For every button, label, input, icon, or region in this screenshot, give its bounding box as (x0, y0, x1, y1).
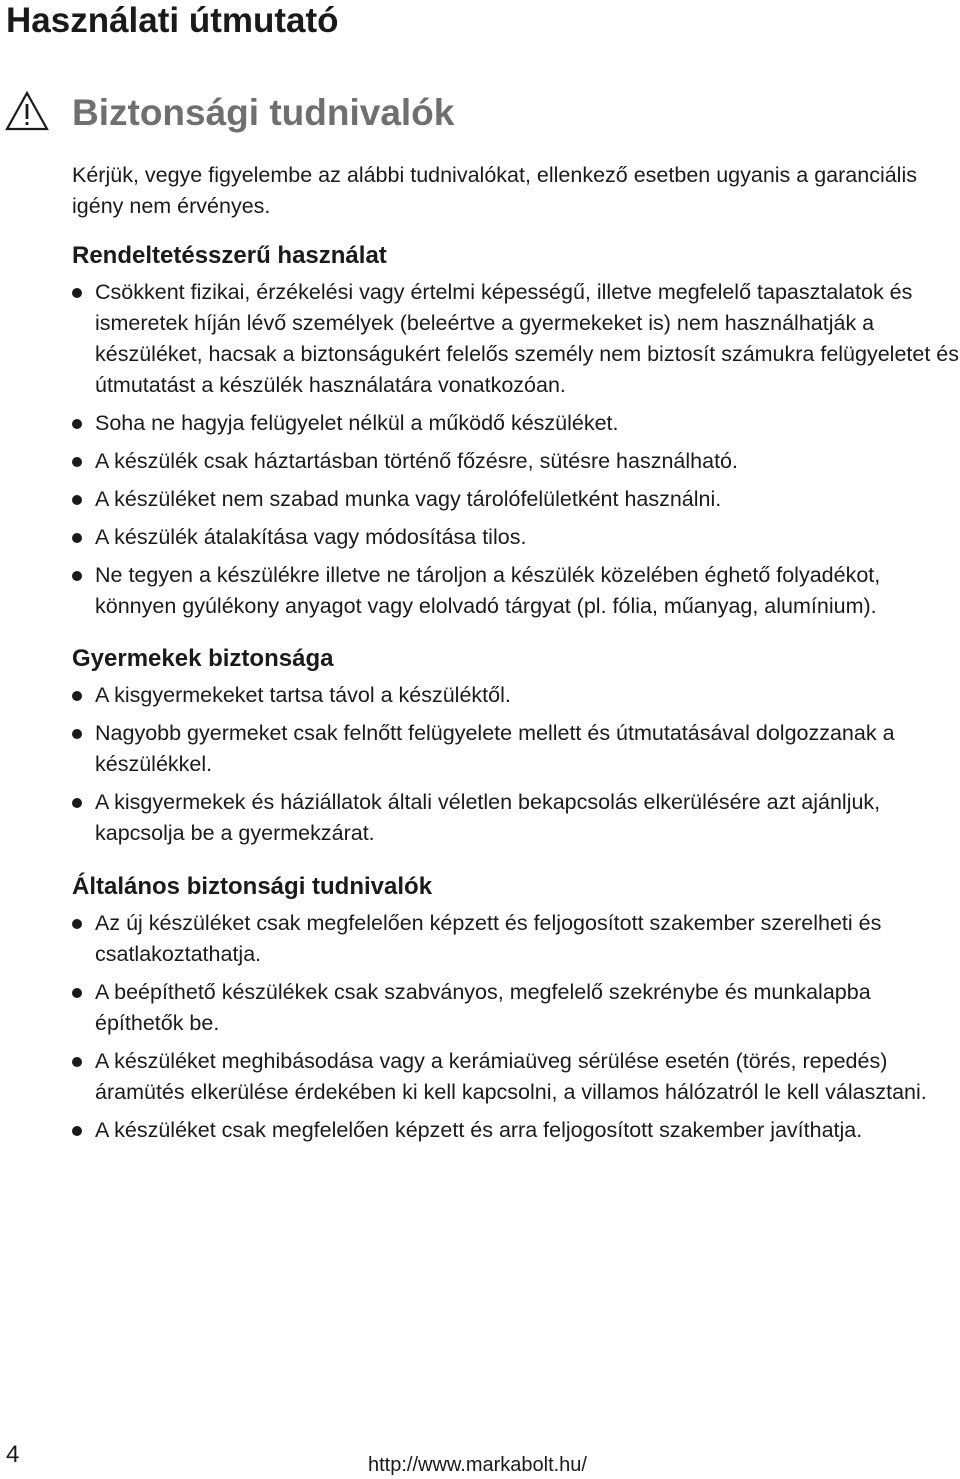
footer-url: http://www.markabolt.hu/ (368, 1454, 587, 1476)
subheading-general-safety: Általános biztonsági tudnivalók (72, 873, 433, 900)
list-item: A készüléket csak megfelelően képzett és arra feljogosított szakember javíthatja. (72, 1115, 960, 1146)
bullet-icon (72, 419, 82, 429)
list-item: Csökkent fizikai, érzékelési vagy értelmi képességű, illetve megfelelő tapasztalatok és ismeretek híján lévő személyek (beleértve a gyermekeket is) nem használhatják a készüléket, hacsak a biztonságukért felelős személy nem biztosít számukra felügyeletet és útmutatást a készülék használatára vonatkozóan. (72, 277, 960, 401)
bullet-icon (72, 1057, 82, 1067)
page-number: 4 (6, 1441, 20, 1468)
bullet-icon (72, 919, 82, 929)
bullet-icon (72, 988, 82, 998)
list-item: Ne tegyen a készülékre illetve ne tároljon a készülék közelében éghető folyadékot, könnyen gyúlékony anyagot vagy elolvadó tárgyat (pl. fólia, műanyag, alumínium). (72, 560, 960, 622)
general-safety-list (72, 908, 960, 1146)
list-item: A kisgyermekek és háziállatok általi véletlen bekapcsolás elkerülésére azt ajánljuk, kapcsolja be a gyermekzárat. (72, 787, 960, 849)
list-item: Az új készüléket csak megfelelően képzett és feljogosított szakember szerelheti és csatlakoztathatja. (72, 908, 960, 970)
intro-text: Kérjük, vegye figyelembe az alábbi tudnivalókat, ellenkező esetben ugyanis a garanciális igény nem érvényes. (72, 163, 917, 218)
list-item: A beépíthető készülékek csak szabványos, megfelelő szekrénybe és munkalapba építhetők be. (72, 977, 960, 1039)
bullet-icon (72, 533, 82, 543)
list-item: A kisgyermekeket tartsa távol a készüléktől. (72, 680, 960, 711)
subheading-intended-use: Rendeltetésszerű használat (72, 242, 387, 269)
safety-content (72, 160, 960, 1153)
list-item: A készülék csak háztartásban történő főzésre, sütésre használható. (72, 446, 960, 477)
list-item: A készülék átalakítása vagy módosítása tilos. (72, 522, 960, 553)
bullet-icon (72, 691, 82, 701)
warning-triangle-icon (4, 90, 50, 132)
section-title: Biztonsági tudnivalók (72, 92, 455, 133)
bullet-icon (72, 495, 82, 505)
intended-use-list (72, 277, 960, 622)
bullet-icon (72, 288, 82, 298)
list-item: Soha ne hagyja felügyelet nélkül a működő készüléket. (72, 408, 960, 439)
page-title: Használati útmutató (6, 1, 339, 40)
bullet-icon (72, 457, 82, 467)
child-safety-list (72, 680, 960, 849)
bullet-icon (72, 1126, 82, 1136)
subheading-child-safety: Gyermekek biztonsága (72, 645, 334, 672)
list-item: Nagyobb gyermeket csak felnőtt felügyelete mellett és útmutatásával dolgozzanak a készülékkel. (72, 718, 960, 780)
bullet-icon (72, 729, 82, 739)
list-item: A készüléket nem szabad munka vagy tárolófelületként használni. (72, 484, 960, 515)
bullet-icon (72, 798, 82, 808)
bullet-icon (72, 571, 82, 581)
list-item: A készüléket meghibásodása vagy a kerámiaüveg sérülése esetén (törés, repedés) áramütés elkerülése érdekében ki kell kapcsolni, a villamos hálózatról le kell választani. (72, 1046, 960, 1108)
